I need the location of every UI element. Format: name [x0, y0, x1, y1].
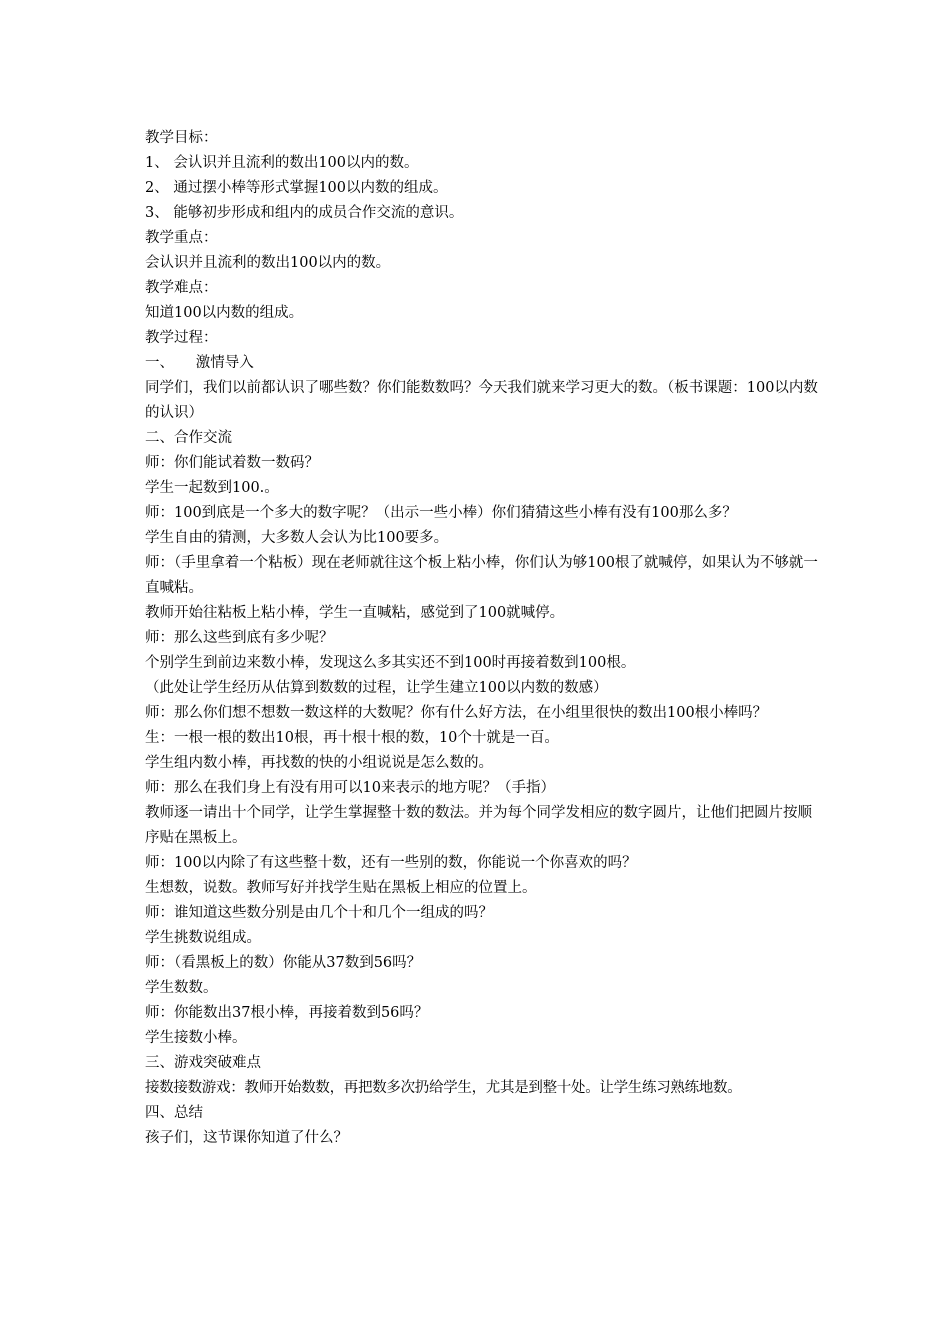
dialogue-line: 师：你们能试着数一数码？ [145, 455, 319, 471]
dialogue-line: 师：那么在我们身上有没有用可以10来表示的地方呢？（手指） [145, 780, 555, 796]
dialogue-line: 学生组内数小棒，再找数的快的小组说说是怎么数的。 [145, 755, 493, 771]
dialogue-line: 个别学生到前边来数小棒，发现这么多其实还不到100时再接着数到100根。 [145, 655, 636, 671]
dialogue-line: 师：那么这些到底有多少呢？ [145, 630, 334, 646]
subsection-heading: 三、游戏突破难点 [145, 1055, 261, 1071]
dialogue-line: （此处让学生经历从估算到数数的过程，让学生建立100以内数的数感） [145, 680, 608, 696]
dialogue-line: 学生一起数到100.。 [145, 480, 279, 496]
document-body [145, 126, 825, 1151]
difficulty-text: 知道100以内数的组成。 [145, 305, 304, 321]
section-heading-process: 教学过程： [145, 330, 218, 346]
subsection-heading: 四、总结 [145, 1105, 203, 1121]
dialogue-line: 师：你能数出37根小棒，再接着数到56吗？ [145, 1005, 429, 1021]
section-heading-objectives: 教学目标： [145, 130, 218, 146]
section-heading-key-points: 教学重点： [145, 230, 218, 246]
objective-item: 2、 通过摆小棒等形式掌握100以内数的组成。 [145, 180, 448, 196]
dialogue-line: 教师逐一请出十个同学，让学生掌握整十数的数法。并为每个同学发相应的数字圆片，让他们把圆片按顺序贴在黑板上。 [145, 805, 812, 846]
section-heading-difficulties: 教学难点： [145, 280, 218, 296]
dialogue-line: 师：（手里拿着一个粘板）现在老师就往这个板上粘小棒，你们认为够100根了就喊停，如果认为不够就一直喊粘。 [145, 555, 818, 596]
paragraph: 孩子们，这节课你知道了什么？ [145, 1130, 348, 1146]
dialogue-line: 师：谁知道这些数分别是由几个十和几个一组成的吗？ [145, 905, 493, 921]
dialogue-line: 学生自由的猜测，大多数人会认为比100要多。 [145, 530, 449, 546]
dialogue-line: 学生接数小棒。 [145, 1030, 247, 1046]
paragraph: 接数接数游戏：教师开始数数，再把数多次扔给学生，尤其是到整十处。让学生练习熟练地数。 [145, 1080, 742, 1096]
subsection-heading: 一、 激情导入 [145, 355, 254, 371]
dialogue-line: 学生挑数说组成。 [145, 930, 261, 946]
dialogue-line: 生：一根一根的数出10根，再十根十根的数，10个十就是一百。 [145, 730, 559, 746]
key-point-text: 会认识并且流利的数出100以内的数。 [145, 255, 391, 271]
dialogue-line: 师：那么你们想不想数一数这样的大数呢？你有什么好方法，在小组里很快的数出100根小棒吗？ [145, 705, 768, 721]
dialogue-line: 学生数数。 [145, 980, 218, 996]
dialogue-line: 生想数，说数。教师写好并找学生贴在黑板上相应的位置上。 [145, 880, 537, 896]
dialogue-line: 师：100到底是一个多大的数字呢？（出示一些小棒）你们猜猜这些小棒有没有100那么多？ [145, 505, 737, 521]
dialogue-line: 师：100以内除了有这些整十数，还有一些别的数，你能说一个你喜欢的吗？ [145, 855, 637, 871]
subsection-heading: 二、合作交流 [145, 430, 232, 446]
dialogue-line: 师：（看黑板上的数）你能从37数到56吗？ [145, 955, 422, 971]
objective-item: 1、 会认识并且流利的数出100以内的数。 [145, 155, 419, 171]
dialogue-line: 教师开始往粘板上粘小棒，学生一直喊粘，感觉到了100就喊停。 [145, 605, 565, 621]
paragraph: 同学们，我们以前都认识了哪些数？你们能数数吗？今天我们就来学习更大的数。（板书课题：100以内数的认识） [145, 380, 818, 421]
objective-item: 3、 能够初步形成和组内的成员合作交流的意识。 [145, 205, 464, 221]
